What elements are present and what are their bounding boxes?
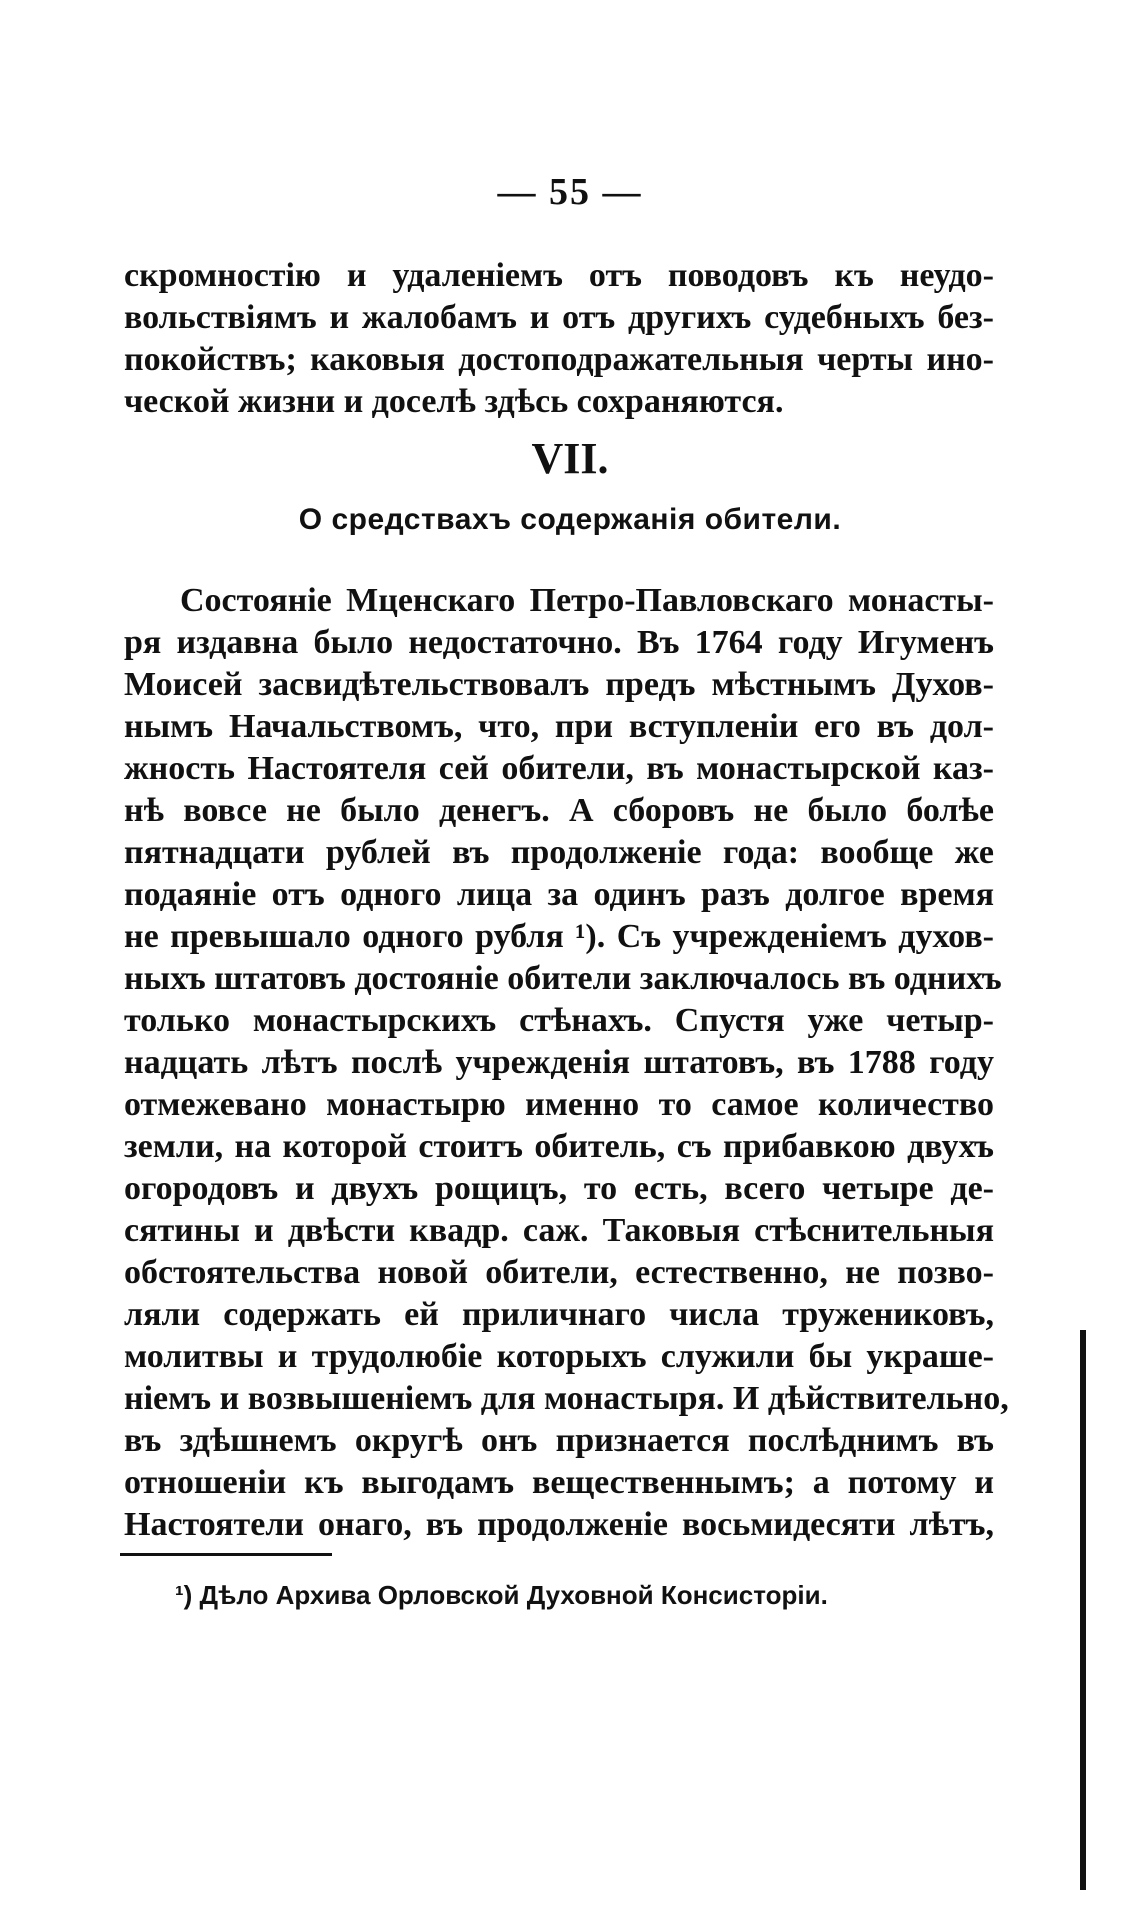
footnote-rule xyxy=(120,1553,332,1556)
footnote: ¹) Дѣло Архива Орловской Духовной Консисторіи. xyxy=(175,1580,828,1610)
text-line: Состояніе Мценскаго Петро-Павловскаго монасты- xyxy=(180,582,994,619)
text-line: въ здѣшнемъ округѣ онъ признается послѣднимъ въ xyxy=(124,1422,994,1459)
text-line: отношеніи къ выгодамъ вещественнымъ; а потому и xyxy=(124,1464,994,1501)
page-number: — 55 — xyxy=(497,171,643,213)
text-line: только монастырскихъ стѣнахъ. Спустя уже четыр- xyxy=(124,1002,994,1039)
text-line: земли, на которой стоитъ обитель, съ прибавкою двухъ xyxy=(124,1128,994,1165)
text-line: нымъ Начальствомъ, что, при вступленіи его въ дол- xyxy=(124,708,994,745)
text-line: Настоятели онаго, въ продолженіе восьмидесяти лѣтъ, xyxy=(124,1506,994,1543)
text-line: ляли содержать ей приличнаго числа тружениковъ, xyxy=(124,1296,994,1333)
scan-edge-mark xyxy=(1080,1330,1086,1890)
text-line: надцать лѣтъ послѣ учрежденія штатовъ, въ 1788 году xyxy=(124,1044,994,1081)
text-line: ныхъ штатовъ достояніе обители заключалось въ однихъ xyxy=(124,960,1002,997)
text-line: нѣ вовсе не было денегъ. А сборовъ не было болѣе xyxy=(124,792,994,829)
text-line: Моисей засвидѣтельствовалъ предъ мѣстнымъ Духов- xyxy=(124,666,994,703)
text-line: пятнадцати рублей въ продолженіе года: вообще же xyxy=(124,834,994,871)
chapter-title: О средствахъ содержанія обители. xyxy=(298,503,842,536)
text-line: огородовъ и двухъ рощицъ, то есть, всего четыре де- xyxy=(124,1170,994,1207)
text-line: не превышало одного рубля ¹). Съ учрежденіемъ духов- xyxy=(124,918,994,955)
text-line: обстоятельства новой обители, естественно, не позво- xyxy=(124,1254,994,1291)
chapter-number: VII. xyxy=(531,434,609,483)
text-line: ческой жизни и доселѣ здѣсь сохраняются. xyxy=(124,383,784,420)
text-line: молитвы и трудолюбіе которыхъ служили бы украше- xyxy=(124,1338,994,1375)
text-line: подаяніе отъ одного лица за одинъ разъ долгое время xyxy=(124,876,994,913)
text-line: покойствъ; каковыя достоподражательныя черты ино- xyxy=(124,341,994,378)
text-line: ря издавна было недостаточно. Въ 1764 году Игуменъ xyxy=(124,624,994,661)
text-line: ніемъ и возвышеніемъ для монастыря. И дѣйствительно, xyxy=(124,1380,1009,1417)
text-line: скромностію и удаленіемъ отъ поводовъ къ неудо- xyxy=(124,257,994,294)
text-line: отмежевано монастырю именно то самое количество xyxy=(124,1086,994,1123)
text-line: жность Настоятеля сей обители, въ монастырской каз- xyxy=(124,750,994,787)
text-line: вольствіямъ и жалобамъ и отъ другихъ судебныхъ без- xyxy=(124,299,994,336)
text-line: сятины и двѣсти квадр. саж. Таковыя стѣснительныя xyxy=(124,1212,994,1249)
